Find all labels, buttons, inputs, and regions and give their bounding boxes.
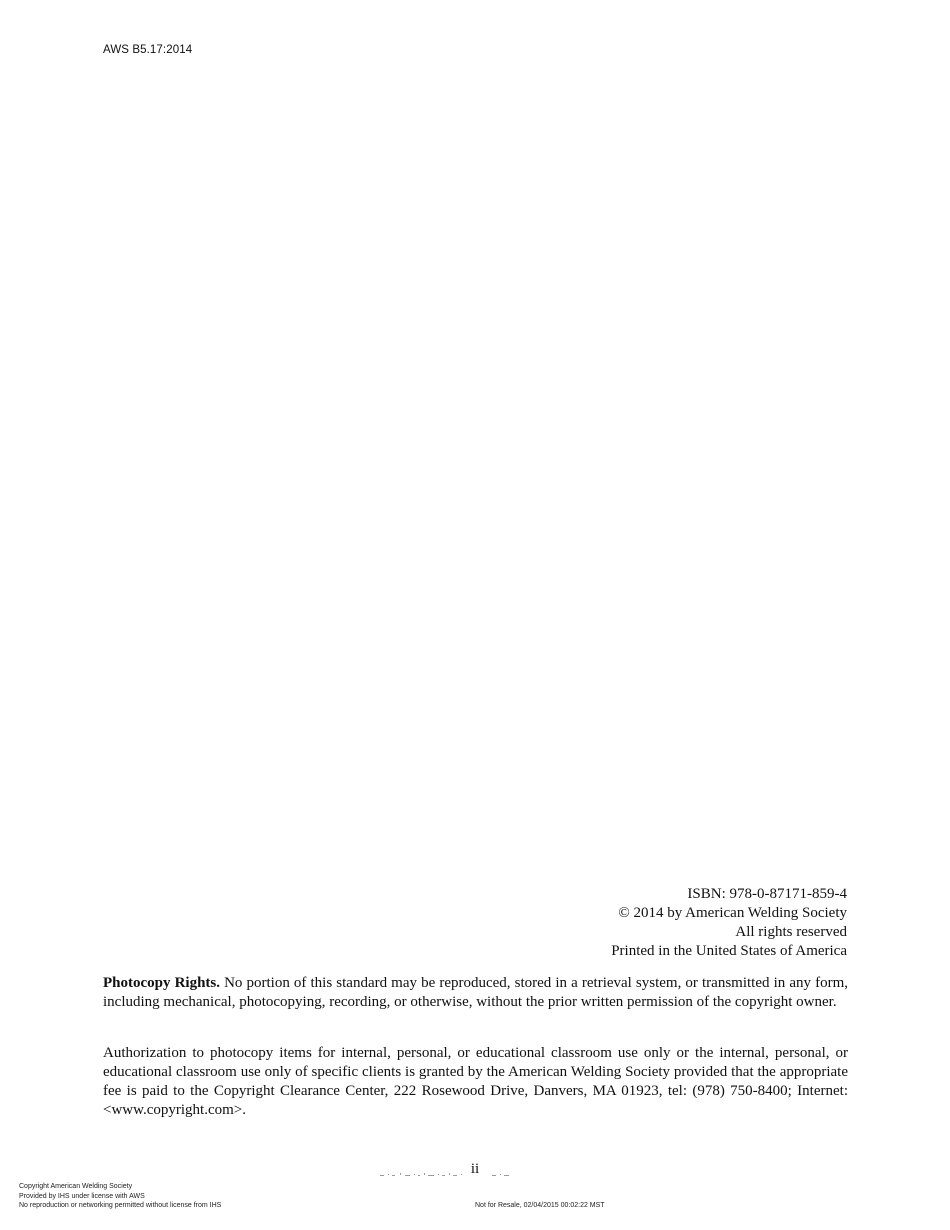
- copyright-line: © 2014 by American Welding Society: [618, 905, 847, 921]
- footer-reproduction-line: No reproduction or networking permitted without license from IHS: [19, 1202, 222, 1209]
- footer-resale-notice: Not for Resale, 02/04/2015 00:02:22 MST: [475, 1202, 605, 1209]
- authorization-paragraph: Authorization to photocopy items for internal, personal, or educational classroom use only or the internal, personal, or educational classroom use only of specific clients is granted by the American Welding Society provided that the appropriate fee is paid to the Copyright Clearance Center, 222 Rosewood Drive, Danvers, MA 01923, tel: (978) 750-8400; Internet: <www.copyright.com>.: [103, 1045, 848, 1118]
- page-number: ii: [470, 1161, 480, 1177]
- rights-line: All rights reserved: [735, 924, 847, 940]
- photocopy-rights-text: No portion of this standard may be reproduced, stored in a retrieval system, or transmitted in any form, including mechanical, photocopying, recording, or otherwise, without the prior written permission of the copyright owner.: [103, 975, 848, 1010]
- footer-copyright-line: Copyright American Welding Society: [19, 1183, 133, 1190]
- footer-provided-line: Provided by IHS under license with AWS: [19, 1192, 145, 1200]
- publication-info: [611, 885, 847, 961]
- isbn-line: ISBN: 978-0-87171-859-4: [687, 886, 847, 902]
- photocopy-rights-heading: Photocopy Rights.: [103, 975, 221, 991]
- footer-license-notice: [19, 1182, 221, 1211]
- printed-line: Printed in the United States of America: [611, 943, 847, 959]
- running-header: AWS B5.17:2014: [103, 44, 193, 56]
- photocopy-rights-paragraph: [103, 974, 848, 1012]
